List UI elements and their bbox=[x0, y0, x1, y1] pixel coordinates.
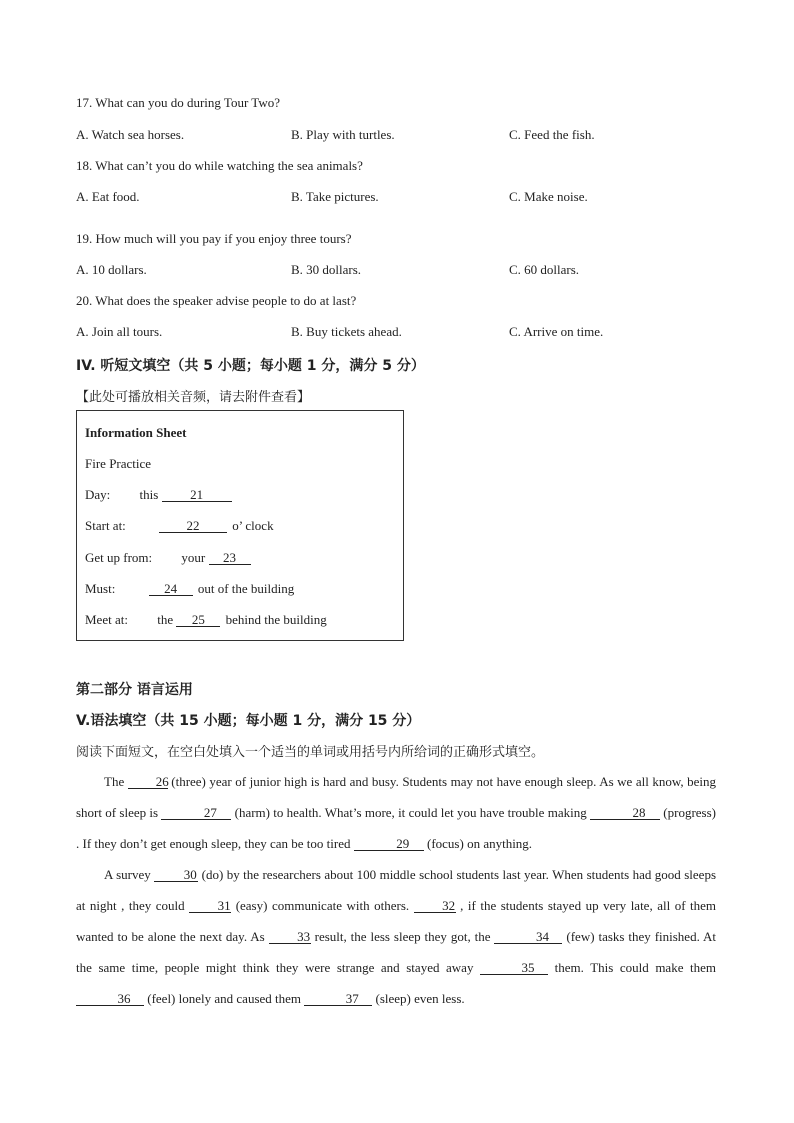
blank-34[interactable]: 34 bbox=[494, 930, 562, 944]
blank-37[interactable]: 37 bbox=[304, 992, 372, 1006]
blank-30[interactable]: 30 bbox=[154, 868, 198, 882]
info-row-day: Day: this 21 bbox=[85, 487, 232, 503]
info-row-start: Start at: 22 o’ clock bbox=[85, 518, 274, 533]
blank-36[interactable]: 36 bbox=[76, 992, 144, 1006]
blank-22[interactable]: 22 bbox=[159, 519, 227, 533]
blank-32[interactable]: 32 bbox=[414, 899, 456, 913]
blank-31[interactable]: 31 bbox=[189, 899, 231, 913]
info-row-meet: Meet at: the 25 behind the building bbox=[85, 612, 327, 627]
blank-27[interactable]: 27 bbox=[161, 806, 231, 820]
blank-24[interactable]: 24 bbox=[149, 582, 193, 596]
information-sheet bbox=[76, 410, 404, 641]
section-5-instruction: 阅读下面短文，在空白处填入一个适当的单词或用括号内所给词的正确形式填空。 bbox=[76, 745, 545, 760]
question-18-text: 18. What can’t you do while watching the sea animals? bbox=[76, 158, 363, 173]
option-c: C. Arrive on time. bbox=[509, 324, 604, 339]
section-4-title: IV. 听短文填空（共 5 小题；每小题 1 分，满分 5 分） bbox=[76, 358, 425, 374]
info-sheet-title: Information Sheet bbox=[85, 425, 187, 440]
blank-26[interactable]: 26 bbox=[128, 775, 168, 789]
paragraph-1: The 26 (three) year of junior high is hard and busy. Students may not have enough sleep. As we all know, being short of sleep is 27 (harm) to health. What’s more, it could let you have trouble making 28 (progress) . If they don’t get enough sleep, they can be too tired 29 (focus) on anything. bbox=[76, 774, 717, 851]
info-row-getup: Get up from: your 23 bbox=[85, 550, 251, 566]
option-b: B. Take pictures. bbox=[291, 189, 379, 204]
paragraph-2: A survey 30 (do) by the researchers about 100 middle school students last year. When students had good sleeps at night , they could 31 (easy) communicate with others. 32 , if the students stayed up very late, all of them wanted to be alone the next day. As 33 result, the less sleep they got, the 34 (few) tasks they finished. At the same time, people might think they were strange and stayed away 35 them. This could make them 36 (feel) lonely and caused them 37 (sleep) even less. bbox=[76, 867, 717, 1006]
blank-28[interactable]: 28 bbox=[590, 806, 660, 820]
option-a: A. Watch sea horses. bbox=[76, 127, 185, 142]
section-5-title: V.语法填空（共 15 小题；每小题 1 分，满分 15 分） bbox=[76, 713, 421, 729]
info-row-must: Must: 24 out of the building bbox=[85, 581, 295, 596]
option-b: B. 30 dollars. bbox=[291, 262, 362, 277]
passage bbox=[76, 766, 716, 1014]
info-sheet-subtitle: Fire Practice bbox=[85, 456, 152, 471]
blank-21[interactable]: 21 bbox=[162, 488, 232, 502]
part-2-title: 第二部分 语言运用 bbox=[76, 682, 193, 698]
blank-35[interactable]: 35 bbox=[480, 961, 548, 975]
option-c: C. Feed the fish. bbox=[509, 127, 595, 142]
option-a: A. Eat food. bbox=[76, 189, 140, 204]
blank-33[interactable]: 33 bbox=[269, 930, 311, 944]
option-a: A. 10 dollars. bbox=[76, 262, 147, 277]
question-17-text: 17. What can you do during Tour Two? bbox=[76, 95, 280, 110]
option-b: B. Buy tickets ahead. bbox=[291, 324, 402, 339]
blank-23[interactable]: 23 bbox=[209, 551, 251, 565]
blank-29[interactable]: 29 bbox=[354, 837, 424, 851]
question-20-text: 20. What does the speaker advise people to do at last? bbox=[76, 293, 357, 308]
option-b: B. Play with turtles. bbox=[291, 127, 395, 142]
option-a: A. Join all tours. bbox=[76, 324, 163, 339]
audio-note: 【此处可播放相关音频，请去附件查看】 bbox=[76, 390, 311, 405]
blank-25[interactable]: 25 bbox=[176, 613, 220, 627]
question-19-text: 19. How much will you pay if you enjoy three tours? bbox=[76, 231, 352, 246]
option-c: C. Make noise. bbox=[509, 189, 588, 204]
option-c: C. 60 dollars. bbox=[509, 262, 580, 277]
